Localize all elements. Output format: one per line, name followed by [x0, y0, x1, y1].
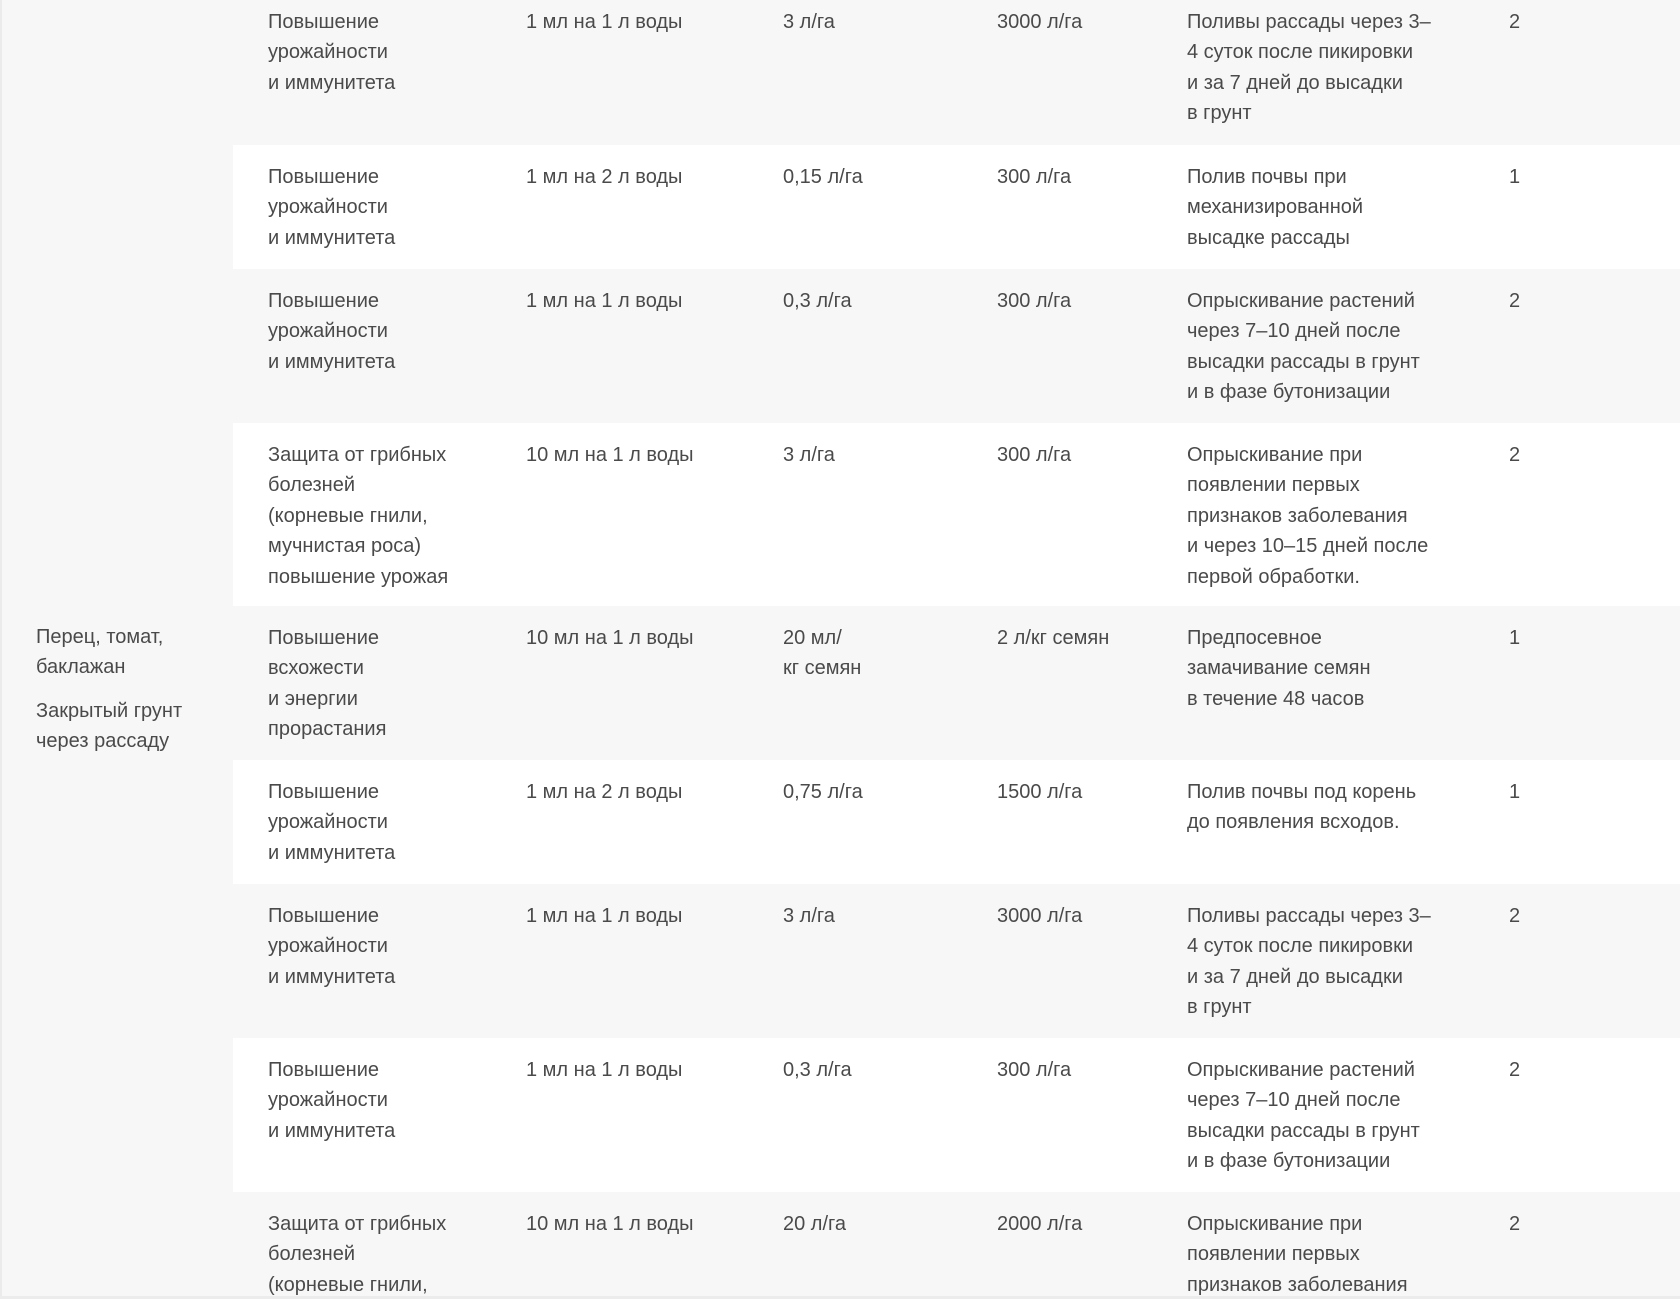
purpose-cell: Повышение урожайности и иммунитета: [268, 166, 396, 249]
purpose-cell: Повышение урожайности и иммунитета: [268, 1059, 396, 1142]
method-cell: Опрыскивание при появлении первых признаков заболевания и через 10–15 дней после первой обработки.: [1187, 444, 1429, 588]
dose-cell: 1 мл на 1 л воды: [526, 1059, 683, 1081]
count-cell: 1: [1509, 627, 1521, 649]
usage-table: [233, 0, 1680, 1299]
method-cell: Полив почвы под корень до появления всходов.: [1187, 781, 1417, 834]
table-row: [233, 760, 1680, 884]
count-cell: 2: [1509, 1213, 1521, 1235]
rate-cell: 0,15 л/га: [783, 166, 863, 188]
method-cell: Поливы рассады через 3– 4 суток после пикировки и за 7 дней до высадки в грунт: [1187, 905, 1431, 1019]
table-row: [233, 1192, 1680, 1299]
rate-cell: 3 л/га: [783, 11, 835, 33]
dose-cell: 10 мл на 1 л воды: [526, 1213, 694, 1235]
count-cell: 2: [1509, 11, 1521, 33]
table-row: [233, 145, 1680, 269]
rate-cell: 3 л/га: [783, 444, 835, 466]
method-cell: Предпосевное замачивание семян в течение 48 часов: [1187, 627, 1371, 710]
flow-cell: 300 л/га: [997, 1059, 1072, 1081]
rate-cell: 0,75 л/га: [783, 781, 863, 803]
flow-cell: 3000 л/га: [997, 11, 1083, 33]
purpose-cell: Повышение урожайности и иммунитета: [268, 781, 396, 864]
flow-cell: 3000 л/га: [997, 905, 1083, 927]
dose-cell: 10 мл на 1 л воды: [526, 444, 694, 466]
rate-cell: 0,3 л/га: [783, 290, 852, 312]
count-cell: 2: [1509, 444, 1521, 466]
table-row: [233, 423, 1680, 606]
flow-cell: 300 л/га: [997, 290, 1072, 312]
table-row: [233, 269, 1680, 423]
table-row: [233, 1038, 1680, 1192]
flow-cell: 1500 л/га: [997, 781, 1083, 803]
table-row: [233, 884, 1680, 1038]
crop-names: Перец, томат, баклажан: [36, 626, 164, 679]
table-row: [233, 0, 1680, 145]
count-cell: 1: [1509, 781, 1521, 803]
count-cell: 2: [1509, 905, 1521, 927]
purpose-cell: Повышение урожайности и иммунитета: [268, 905, 396, 988]
rate-cell: 20 мл/ кг семян: [783, 627, 862, 680]
dose-cell: 1 мл на 2 л воды: [526, 166, 683, 188]
dose-cell: 1 мл на 1 л воды: [526, 905, 683, 927]
dose-cell: 1 мл на 2 л воды: [526, 781, 683, 803]
purpose-cell: Повышение урожайности и иммунитета: [268, 290, 396, 373]
method-cell: Поливы рассады через 3– 4 суток после пикировки и за 7 дней до высадки в грунт: [1187, 11, 1431, 125]
purpose-cell: Защита от грибных болезней (корневые гнили,: [268, 1213, 447, 1296]
dose-cell: 10 мл на 1 л воды: [526, 627, 694, 649]
dose-cell: 1 мл на 1 л воды: [526, 290, 683, 312]
flow-cell: 2 л/кг семян: [997, 627, 1110, 649]
purpose-cell: Защита от грибных болезней (корневые гнили, мучнистая роса) повышение урожая: [268, 444, 449, 588]
dose-cell: 1 мл на 1 л воды: [526, 11, 683, 33]
flow-cell: 2000 л/га: [997, 1213, 1083, 1235]
count-cell: 2: [1509, 290, 1521, 312]
flow-cell: 300 л/га: [997, 444, 1072, 466]
method-cell: Полив почвы при механизированной высадке рассады: [1187, 166, 1364, 249]
growing-conditions: Закрытый грунт через рассаду: [36, 699, 183, 753]
rate-cell: 20 л/га: [783, 1213, 847, 1235]
method-cell: Опрыскивание растений через 7–10 дней после высадки рассады в грунт и в фазе бутонизации: [1187, 1059, 1420, 1173]
rate-cell: 0,3 л/га: [783, 1059, 852, 1081]
rate-cell: 3 л/га: [783, 905, 835, 927]
method-cell: Опрыскивание при появлении первых признаков заболевания: [1187, 1213, 1408, 1296]
crop-group-cell: [0, 0, 233, 1299]
crop-group-label: [36, 622, 216, 770]
table-row: [233, 606, 1680, 760]
purpose-cell: Повышение всхожести и энергии прорастания: [268, 627, 387, 741]
count-cell: 1: [1509, 166, 1521, 188]
count-cell: 2: [1509, 1059, 1521, 1081]
method-cell: Опрыскивание растений через 7–10 дней после высадки рассады в грунт и в фазе бутонизации: [1187, 290, 1420, 404]
purpose-cell: Повышение урожайности и иммунитета: [268, 11, 396, 94]
flow-cell: 300 л/га: [997, 166, 1072, 188]
